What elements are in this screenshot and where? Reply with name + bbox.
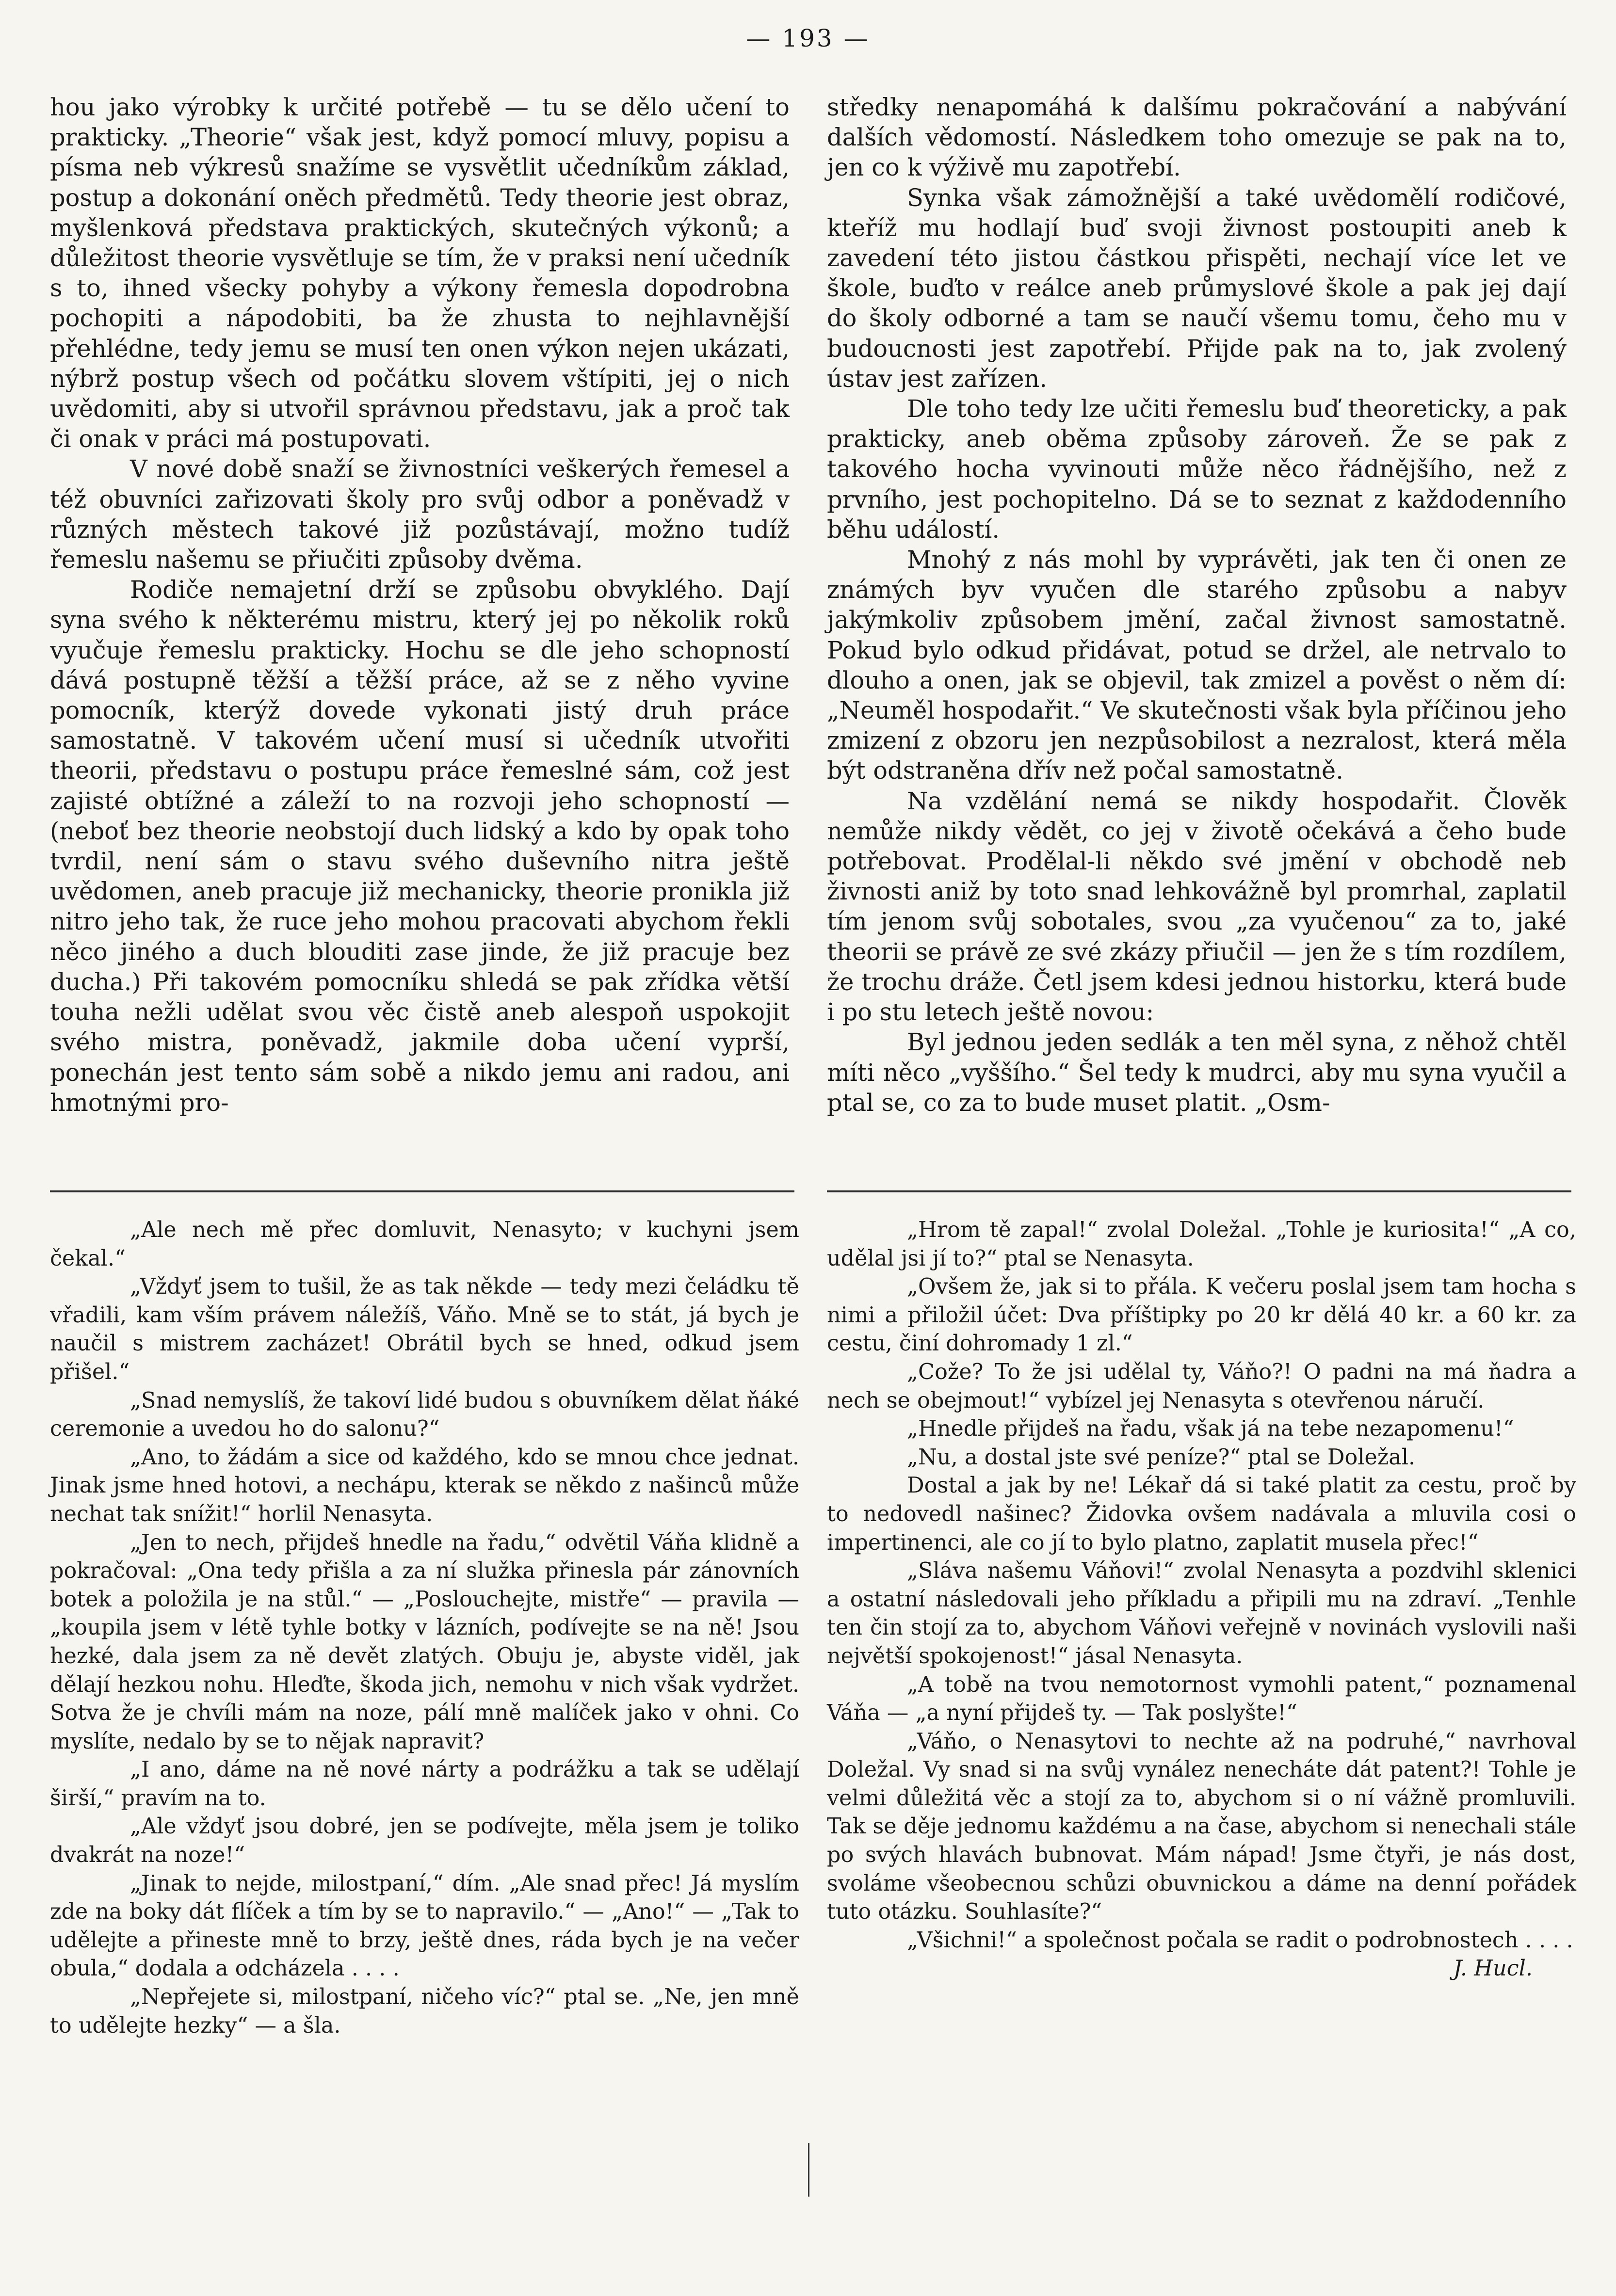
dialogue-paragraph: „Ale vždyť jsou dobré, jen se podívejte, měla jsem je toliko dvakrát na noze!“ bbox=[50, 1814, 799, 1868]
paragraph: Na vzdělání nemá se nikdy hospodařit. Člověk nemůže nikdy vědět, co jej v životě očekává a čeho bude potřebovat. Prodělal-li někdo své jmění v obchodě neb živnosti aniž by toto snad lehkovážně byl promrhal, zaplatil tím jenom svůj sobotales, svou „za vyučenou“ za to, jaké theorii se právě ze své zkázy přiučil — jen že s tím rozdílem, že trochu dráže. Četl jsem kdesi jednou historku, která bude i po stu letech ještě novou: bbox=[827, 787, 1567, 1027]
article-column-left bbox=[50, 92, 790, 1118]
paragraph: Mnohý z nás mohl by vyprávěti, jak ten či onen ze známých byv vyučen dle starého způsobu a nabyv jakýmkoliv způsobem jmění, začal živnost samostatně. Pokud bylo odkud přidávat, potud se držel, ale netrvalo to dlouho a onen, jak se objevil, tak zmizel a pověst o něm dí: „Neuměl hospodařit.“ Ve skutečnosti však byla příčinou jeho zmizení z obzoru jen nezpůsobilost a nezralost, která měla být odstraněna dřív než počal samostatně. bbox=[827, 546, 1567, 785]
dialogue-paragraph-final bbox=[827, 1927, 1576, 1983]
paragraph: Dle toho tedy lze učiti řemeslu buď theoreticky, a pak prakticky, aneb oběma způsoby zároveň. Že se pak z takového hocha vyvinouti může něco řádnějšího, než z prvního, jest pochopitelno. Dá se to seznat z každodenního běhu událostí. bbox=[827, 395, 1567, 544]
dialogue-paragraph: Dostal a jak by ne! Lékař dá si také platit za cestu, proč by to nedovedl našinec? Židovka ovšem nadávala a mluvila cosi o impertinenci, ale co jí to bylo platno, zaplatit musela přec!“ bbox=[827, 1473, 1576, 1555]
article-column-right bbox=[827, 92, 1567, 1118]
dialogue-paragraph: „I ano, dáme na ně nové nárty a podrážku a tak se udělají širší,“ pravím na to. bbox=[50, 1757, 799, 1811]
column-rule bbox=[808, 2143, 809, 2197]
paragraph: V nové době snaží se živnostníci veškerých řemesel a též obuvníci zařizovati školy pro svůj odbor a poněvadž v různých městech takové již pozůstávají, možno tudíž řemeslu našemu se přiučiti způsoby dvěma. bbox=[50, 455, 790, 574]
paragraph: středky nenapomáhá k dalšímu pokračování a nabývání dalších vědomostí. Následkem toho omezuje se pak na to, jen co k výživě mu zapotřebí. bbox=[827, 93, 1567, 182]
dialogue-paragraph: „Snad nemyslíš, že takoví lidé budou s obuvníkem dělat ňáké ceremonie a uvedou ho do salonu?“ bbox=[50, 1388, 799, 1442]
feuilleton-column-left bbox=[50, 1216, 799, 2040]
dialogue-paragraph: „Ovšem že, jak si to přála. K večeru poslal jsem tam hocha s nimi a přiložil účet: Dva příštipky po 20 kr dělá 40 kr. a 60 kr. za cestu, činí dohromady 1 zl.“ bbox=[827, 1274, 1576, 1356]
dialogue-paragraph: „Ale nech mě přec domluvit, Nenasyto; v kuchyni jsem čekal.“ bbox=[50, 1218, 799, 1271]
dialogue-paragraph: „Jinak to nejde, milostpaní,“ dím. „Ale snad přec! Já myslím zde na boky dát flíček a tím by se to napravilo.“ — „Ano!“ — „Tak to udělejte a přineste mně to brzy, ještě dnes, ráda bych je na večer obula,“ dodala a odcházela . . . . bbox=[50, 1871, 799, 1981]
section-divider-right bbox=[827, 1190, 1571, 1192]
dialogue-paragraph: „Sláva našemu Váňovi!“ zvolal Nenasyta a pozdvihl sklenici a ostatní následovali jeho příkladu a připili mu na zdraví. „Tenhle ten čin stojí za to, abychom Váňovi veřejně v novinách vyslovili naši největší spokojenost!“ jásal Nenasyta. bbox=[827, 1558, 1576, 1669]
author-signature: J. Hucl. bbox=[1453, 1956, 1533, 1981]
page-number: — 193 — bbox=[746, 24, 870, 52]
dialogue-paragraph: „A tobě na tvou nemotornost vymohli patent,“ poznamenal Váňa — „a nyní přijdeš ty. — Tak poslyšte!“ bbox=[827, 1672, 1576, 1726]
paragraph: Byl jednou jeden sedlák a ten měl syna, z něhož chtěl míti něco „vyššího.“ Šel tedy k mudrci, aby mu syna vyučil a ptal se, co za to bude muset platit. „Osm- bbox=[827, 1028, 1567, 1117]
dialogue-paragraph: „Nu, a dostal jste své peníze?“ ptal se Doležal. bbox=[907, 1445, 1416, 1470]
paragraph: Synka však zámožnější a také uvědomělí rodičové, kteříž mu hodlají buď svoji živnost postoupiti aneb k zavedení této jistou částkou přispěti, nechají více let ve škole, buďto v reálce aneb průmyslové škole a pak jej dají do školy odborné a tam se naučí všemu tomu, čeho mu v budoucnosti jest zapotřebí. Přijde pak na to, jak zvolený ústav jest zařízen. bbox=[827, 183, 1567, 393]
final-sentence: „Všichni!“ a společnost počala se radit o podrobnostech . . . . bbox=[907, 1927, 1573, 1953]
paragraph: hou jako výrobky k určité potřebě — tu se dělo učení to prakticky. „Theorie“ však jest, když pomocí mluvy, popisu a písma neb výkresů snažíme se vysvětlit učedníkům základ, postup a dokonání oněch předmětů. Tedy theorie jest obraz, myšlenková představa praktických, skutečných výkonů; a důležitost theorie vysvětluje se tím, že v praksi není učedník s to, ihned všecky pohyby a výkony řemesla dopodrobna pochopiti a nápodobiti, ba že zhusta to nejhlavnější přehlédne, tedy jemu se musí ten onen výkon nejen ukázati, nýbrž postup všech od počátku slovem vštípiti, jej o nich uvědomiti, aby si utvořil správnou představu, jak a proč tak či onak v práci má postupovati. bbox=[50, 93, 790, 453]
dialogue-paragraph: „Nepřejete si, milostpaní, ničeho víc?“ ptal se. „Ne, jen mně to udělejte hezky“ — a šla. bbox=[50, 1985, 799, 2038]
dialogue-paragraph: „Hnedle přijdeš na řadu, však já na tebe nezapomenu!“ bbox=[907, 1416, 1514, 1442]
feuilleton-column-right bbox=[827, 1216, 1576, 1983]
dialogue-paragraph: „Hrom tě zapal!“ zvolal Doležal. „Tohle je kuriosita!“ „A co, udělal jsi jí to?“ ptal se Nenasyta. bbox=[827, 1218, 1576, 1271]
paragraph: Rodiče nemajetní drží se způsobu obvyklého. Dají syna svého k některému mistru, který jej po několik roků vyučuje řemeslu prakticky. Hochu se dle jeho schopností dává postupně těžší a těžší práce, až se z něho vyvine pomocník, kterýž dovede vykonati jistý druh práce samostatně. V takovém učení musí si učedník utvořiti theorii, představu o postupu práce řemeslné sám, což jest zajisté obtížné a záleží to na rozvoji jeho schopností — (neboť bez theorie neobstojí duch lidský a kdo by opak toho tvrdil, není sám o stavu svého duševního nitra ještě uvědomen, aneb pracuje již mechanicky, theorie pronikla již nitro jeho tak, že ruce jeho mohou pracovati abychom řekli něco jiného a duch blouditi zase jinde, že již pracuje bez ducha.) Při takovém pomocníku shledá se pak zřídka větší touha nežli udělat svou věc čistě aneb alespoň uspokojit svého mistra, poněvadž, jakmile doba učení vyprší, ponechán jest tento sám sobě a nikdo jemu ani radou, ani hmotnými pro- bbox=[50, 576, 790, 1117]
dialogue-paragraph: „Ano, to žádám a sice od každého, kdo se mnou chce jednat. Jinak jsme hned hotovi, a nechápu, kterak se někdo z našinců může nechat tak snížit!“ horlil Nenasyta. bbox=[50, 1445, 799, 1526]
dialogue-paragraph: „Váňo, o Nenasytovi to nechte až na podruhé,“ navrhoval Doležal. Vy snad si na svůj vynález nenecháte dát patent?! Tohle je velmi důležitá věc a stojí za to, abychom si o ní vážně promluvili. Tak se děje jednomu každému a na čase, abychom si nenechali stále po svých hlavách bubnovat. Mám nápad! Jsme čtyři, je nás dost, svoláme všeobecnou schůzi obuvnickou a dáme na denní pořádek tuto otázku. Souhlasíte?“ bbox=[827, 1729, 1576, 1925]
section-divider-left bbox=[50, 1190, 794, 1192]
dialogue-paragraph: „Jen to nech, přijdeš hnedle na řadu,“ odvětil Váňa klidně a pokračoval: „Ona tedy přišla a za ní služka přinesla pár zánovních botek a položila je na stůl.“ — „Poslouchejte, mistře“ — pravila — „koupila jsem v létě tyhle botky v lázních, podívejte se na ně! Jsou hezké, dala jsem za ně devět zlatých. Obuju je, abyste viděl, jak dělají hezkou nohu. Hleďte, škoda jich, nemohu v nich však vydržet. Sotva že je chvíli mám na noze, pálí mně malíček jako v ohni. Co myslíte, nedalo by se to nějak napravit? bbox=[50, 1530, 799, 1754]
dialogue-paragraph: „Cože? To že jsi udělal ty, Váňo?! O padni na má ňadra a nech se obejmout!“ vybízel jej Nenasyta s otevřenou náručí. bbox=[827, 1359, 1576, 1413]
dialogue-paragraph: „Vždyť jsem to tušil, že as tak někde — tedy mezi čeládku tě vřadili, kam vším právem náležíš, Váňo. Mně se to stát, já bych je naučil s mistrem zacházet! Obrátil bych se hned, odkud jsem přišel.“ bbox=[50, 1274, 799, 1384]
